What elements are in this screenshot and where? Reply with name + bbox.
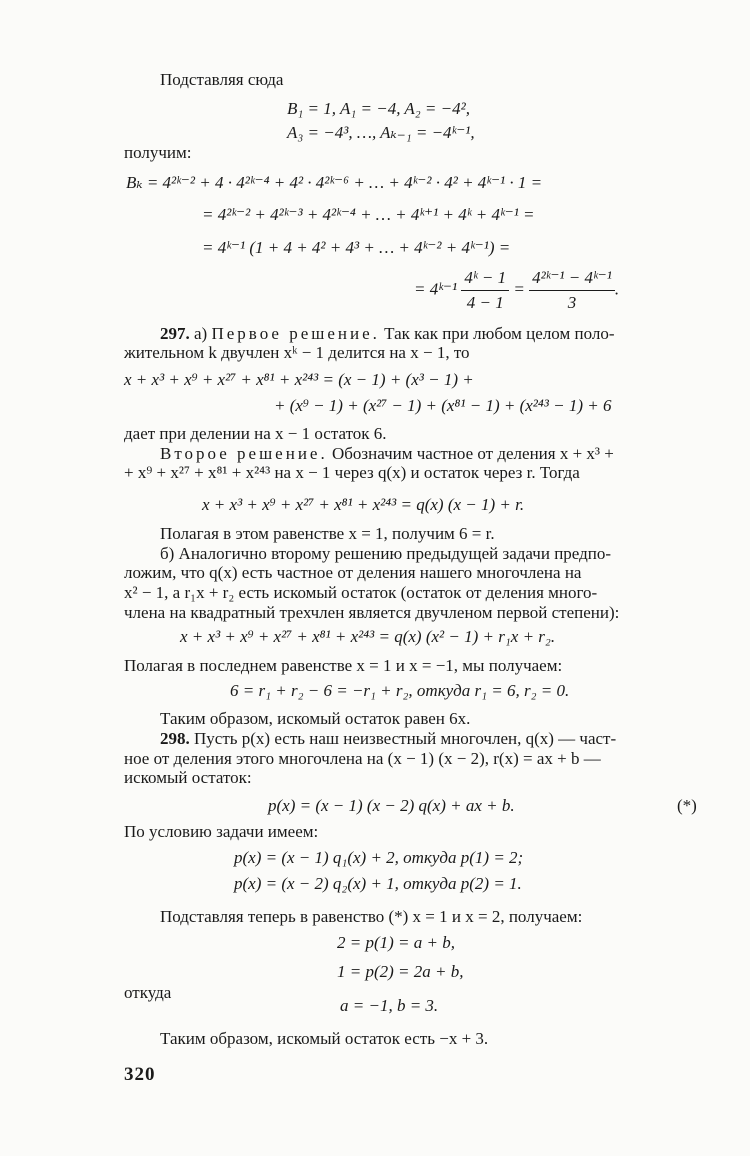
formula-line: 2 = p(1) = a + b, — [337, 933, 455, 952]
formula-line: = 4ᵏ⁻¹ (1 + 4 + 4² + 4³ + … + 4ᵏ⁻² + 4ᵏ⁻¹) = — [202, 238, 511, 257]
formula-line: p(x) = (x − 1) q₁(x) + 2, откуда p(1) = 2; — [234, 848, 524, 867]
subitem-label: а) — [194, 324, 208, 343]
formula-line: Bₖ = 4²ᵏ⁻² + 4 · 4²ᵏ⁻⁴ + 4² · 4²ᵏ⁻⁶ + … + 4ᵏ⁻² · 4² + 4ᵏ⁻¹ · 1 = — [126, 173, 543, 192]
formula-line: x + x³ + x⁹ + x²⁷ + x⁸¹ + x²⁴³ = q(x) (x − 1) + r. — [202, 495, 525, 514]
text-line: дает при делении на x − 1 остаток 6. — [124, 424, 387, 443]
equals-sign: = — [513, 279, 525, 299]
text-line: Таким образом, искомый остаток есть −x + 3. — [160, 1029, 489, 1048]
fraction-denominator: 3 — [567, 293, 577, 312]
text-fragment: Обозначим частное от деления x + x³ + — [331, 444, 614, 463]
equation-tag: (*) — [677, 796, 697, 815]
fraction — [461, 266, 509, 315]
formula-fraction-line: = 4ᵏ⁻¹ $\frac{\text{4ᵏ − 1}}{4 - 1}$ = $\frac{\text{4²ᵏ⁻¹ − 4ᵏ⁻¹}}{3}$ . — [414, 266, 619, 315]
formula-line: x + x³ + x⁹ + x²⁷ + x⁸¹ + x²⁴³ = q(x) (x² − 1) + r₁x + r₂. — [180, 627, 556, 646]
fraction — [529, 266, 615, 315]
text-line: Полагая в последнем равенстве x = 1 и x = −1, мы получаем: — [124, 656, 563, 675]
text-line: + x⁹ + x²⁷ + x⁸¹ + x²⁴³ на x − 1 через q(x) и остаток через r. Тогда — [124, 463, 580, 482]
formula-line: x + x³ + x⁹ + x²⁷ + x⁸¹ + x²⁴³ = (x − 1) + (x³ − 1) + — [124, 370, 474, 389]
text-line: жительном k двучлен xᵏ − 1 делится на x − 1, то — [124, 343, 470, 362]
fraction-denominator: 4 − 1 — [466, 293, 504, 312]
formula-line: 6 = r₁ + r₂ − 6 = −r₁ + r₂, откуда r₁ = 6, r₂ = 0. — [230, 681, 570, 700]
text-line: Подставляя теперь в равенство (*) x = 1 и x = 2, получаем: — [160, 907, 583, 926]
text-line: x² − 1, а r₁x + r₂ есть искомый остаток (остаток от деления много- — [124, 583, 598, 602]
problem-number: 298. — [160, 729, 190, 748]
text-line: Полагая в этом равенстве x = 1, получим 6 = r. — [160, 524, 495, 543]
text-line: Подставляя сюда — [160, 70, 284, 89]
text-line: б) Аналогично второму решению предыдущей задачи предпо- — [160, 544, 612, 563]
formula-line: B₁ = 1, A₁ = −4, A₂ = −4², — [287, 99, 470, 118]
text-line: откуда — [124, 983, 172, 1002]
fraction-numerator: 4ᵏ − 1 — [461, 266, 509, 291]
problem-297-first-line — [160, 324, 615, 344]
text-line: Таким образом, искомый остаток равен 6x. — [160, 709, 471, 728]
text-line: члена на квадратный трехчлен является двучленом первой степени): — [124, 603, 620, 622]
formula-line: p(x) = (x − 1) (x − 2) q(x) + ax + b. — [268, 796, 515, 815]
text-line: ложим, что q(x) есть частное от деления нашего многочлена на — [124, 563, 582, 582]
text-line: По условию задачи имеем: — [124, 822, 319, 841]
second-solution-line — [160, 444, 614, 464]
formula-line: a = −1, b = 3. — [340, 996, 439, 1015]
formula-line: 1 = p(2) = 2a + b, — [337, 962, 464, 981]
formula-line: p(x) = (x − 2) q₂(x) + 1, откуда p(2) = 1. — [234, 874, 522, 893]
text-line: искомый остаток: — [124, 768, 252, 787]
formula-line: = 4²ᵏ⁻² + 4²ᵏ⁻³ + 4²ᵏ⁻⁴ + … + 4ᵏ⁺¹ + 4ᵏ + 4ᵏ⁻¹ = — [202, 205, 535, 224]
fraction-numerator: 4²ᵏ⁻¹ − 4ᵏ⁻¹ — [529, 266, 615, 291]
problem-298-first-line — [160, 729, 616, 749]
text-line: ное от деления этого многочлена на (x − 1) (x − 2), r(x) = ax + b — — [124, 749, 601, 768]
formula-line: + (x⁹ − 1) + (x²⁷ − 1) + (x⁸¹ − 1) + (x²⁴³ − 1) + 6 — [274, 396, 612, 415]
solution-heading: Второе решение. — [160, 444, 328, 463]
formula-prefix: = 4ᵏ⁻¹ — [414, 279, 458, 299]
problem-number: 297. — [160, 324, 190, 343]
page-number: 320 — [124, 1064, 156, 1085]
text-fragment: Пусть p(x) есть наш неизвестный многочлен, q(x) — част- — [194, 729, 617, 748]
text-fragment: Так как при любом целом поло- — [384, 324, 615, 343]
solution-heading: Первое решение. — [211, 324, 380, 343]
text-line: получим: — [124, 143, 192, 162]
formula-line: A₃ = −4³, …, Aₖ₋₁ = −4ᵏ⁻¹, — [287, 123, 475, 142]
